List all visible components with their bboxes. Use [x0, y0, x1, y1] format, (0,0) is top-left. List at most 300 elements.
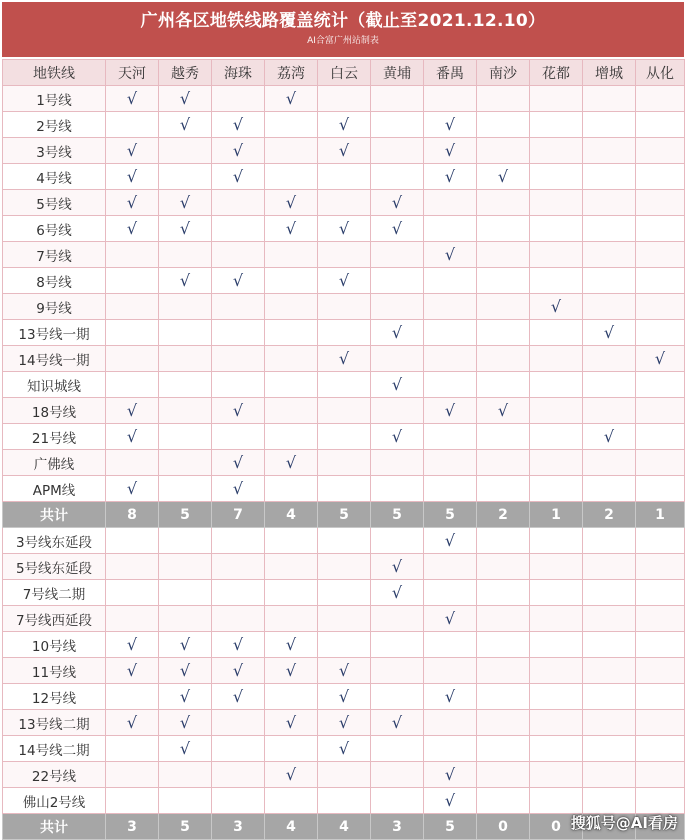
- coverage-cell: [477, 242, 530, 268]
- coverage-cell: [636, 372, 685, 398]
- table-row: [3, 242, 685, 268]
- check-mark-icon: √: [232, 479, 244, 498]
- coverage-cell: [318, 684, 371, 710]
- coverage-cell: [424, 190, 477, 216]
- coverage-cell: [530, 346, 583, 372]
- line-name: APM线: [3, 476, 106, 502]
- check-mark-icon: √: [444, 401, 456, 420]
- check-mark-icon: √: [232, 115, 244, 134]
- coverage-cell: [265, 554, 318, 580]
- check-mark-icon: √: [338, 713, 350, 732]
- coverage-cell: [371, 684, 424, 710]
- coverage-cell: [583, 554, 636, 580]
- table-header-row: [3, 60, 685, 86]
- coverage-cell: [371, 606, 424, 632]
- coverage-cell: [636, 346, 685, 372]
- check-mark-icon: √: [444, 531, 456, 550]
- coverage-cell: [583, 216, 636, 242]
- check-mark-icon: √: [444, 765, 456, 784]
- coverage-cell: [424, 112, 477, 138]
- coverage-cell: [424, 320, 477, 346]
- line-name: 11号线: [3, 658, 106, 684]
- coverage-cell: [265, 112, 318, 138]
- total-value: 3: [106, 814, 159, 840]
- table-row: [3, 398, 685, 424]
- table-row: [3, 372, 685, 398]
- check-mark-icon: √: [285, 453, 297, 472]
- header-district: 增城: [583, 60, 636, 86]
- coverage-cell: [318, 606, 371, 632]
- coverage-cell: [583, 242, 636, 268]
- coverage-cell: [106, 736, 159, 762]
- coverage-cell: [583, 710, 636, 736]
- coverage-cell: [318, 242, 371, 268]
- coverage-cell: [636, 86, 685, 112]
- coverage-cell: [530, 450, 583, 476]
- line-name: 7号线二期: [3, 580, 106, 606]
- check-mark-icon: √: [232, 687, 244, 706]
- check-mark-icon: √: [338, 219, 350, 238]
- coverage-cell: [530, 684, 583, 710]
- coverage-cell: [530, 710, 583, 736]
- coverage-cell: [265, 190, 318, 216]
- coverage-cell: [530, 632, 583, 658]
- coverage-cell: [318, 268, 371, 294]
- coverage-cell: [530, 736, 583, 762]
- table-row: [3, 554, 685, 580]
- coverage-cell: [212, 216, 265, 242]
- coverage-cell: [371, 346, 424, 372]
- coverage-cell: [371, 190, 424, 216]
- header-district: 越秀: [159, 60, 212, 86]
- check-mark-icon: √: [126, 661, 138, 680]
- check-mark-icon: √: [391, 427, 403, 446]
- coverage-cell: [106, 320, 159, 346]
- coverage-cell: [212, 346, 265, 372]
- line-name: 3号线: [3, 138, 106, 164]
- line-name: 9号线: [3, 294, 106, 320]
- coverage-cell: [212, 528, 265, 554]
- coverage-cell: [424, 632, 477, 658]
- line-name: 知识城线: [3, 372, 106, 398]
- check-mark-icon: √: [232, 635, 244, 654]
- line-name: 13号线一期: [3, 320, 106, 346]
- header-district: 从化: [636, 60, 685, 86]
- total-label: 共计: [3, 814, 106, 840]
- total-row: [3, 502, 685, 528]
- coverage-cell: [106, 190, 159, 216]
- coverage-cell: [371, 736, 424, 762]
- line-name: 7号线: [3, 242, 106, 268]
- coverage-cell: [106, 554, 159, 580]
- line-name: 5号线东延段: [3, 554, 106, 580]
- coverage-cell: [530, 398, 583, 424]
- check-mark-icon: √: [444, 167, 456, 186]
- line-name: 14号线一期: [3, 346, 106, 372]
- check-mark-icon: √: [338, 687, 350, 706]
- coverage-cell: [318, 86, 371, 112]
- coverage-cell: [424, 788, 477, 814]
- check-mark-icon: √: [391, 323, 403, 342]
- coverage-cell: [159, 476, 212, 502]
- table-row: [3, 736, 685, 762]
- check-mark-icon: √: [444, 791, 456, 810]
- check-mark-icon: √: [391, 713, 403, 732]
- check-mark-icon: √: [126, 141, 138, 160]
- coverage-cell: [530, 788, 583, 814]
- coverage-cell: [371, 632, 424, 658]
- total-value: 4: [265, 502, 318, 528]
- coverage-cell: [212, 788, 265, 814]
- coverage-cell: [636, 684, 685, 710]
- coverage-cell: [371, 294, 424, 320]
- coverage-cell: [371, 528, 424, 554]
- line-name: 18号线: [3, 398, 106, 424]
- check-mark-icon: √: [444, 245, 456, 264]
- coverage-cell: [212, 112, 265, 138]
- total-value: 4: [265, 814, 318, 840]
- coverage-cell: [159, 788, 212, 814]
- coverage-cell: [636, 476, 685, 502]
- table-row: [3, 86, 685, 112]
- check-mark-icon: √: [232, 453, 244, 472]
- line-name: 6号线: [3, 216, 106, 242]
- coverage-cell: [636, 606, 685, 632]
- coverage-cell: [106, 216, 159, 242]
- table-row: [3, 294, 685, 320]
- coverage-cell: [212, 294, 265, 320]
- table-row: [3, 476, 685, 502]
- coverage-cell: [583, 788, 636, 814]
- coverage-cell: [530, 112, 583, 138]
- coverage-cell: [371, 138, 424, 164]
- coverage-cell: [212, 710, 265, 736]
- check-mark-icon: √: [444, 141, 456, 160]
- coverage-cell: [424, 216, 477, 242]
- coverage-cell: [265, 658, 318, 684]
- coverage-cell: [106, 164, 159, 190]
- line-name: 5号线: [3, 190, 106, 216]
- coverage-cell: [318, 554, 371, 580]
- coverage-cell: [477, 320, 530, 346]
- coverage-cell: [318, 788, 371, 814]
- coverage-cell: [265, 528, 318, 554]
- coverage-cell: [106, 268, 159, 294]
- table-body: [3, 86, 685, 840]
- coverage-cell: [583, 580, 636, 606]
- coverage-cell: [477, 476, 530, 502]
- check-mark-icon: √: [603, 427, 615, 446]
- coverage-cell: [265, 788, 318, 814]
- coverage-cell: [159, 528, 212, 554]
- coverage-cell: [424, 86, 477, 112]
- coverage-cell: [318, 190, 371, 216]
- coverage-cell: [477, 86, 530, 112]
- coverage-cell: [477, 398, 530, 424]
- header-district: 南沙: [477, 60, 530, 86]
- coverage-cell: [318, 372, 371, 398]
- coverage-cell: [318, 528, 371, 554]
- coverage-cell: [212, 372, 265, 398]
- coverage-cell: [318, 580, 371, 606]
- coverage-cell: [371, 762, 424, 788]
- coverage-cell: [265, 398, 318, 424]
- check-mark-icon: √: [179, 687, 191, 706]
- coverage-cell: [371, 450, 424, 476]
- coverage-cell: [424, 762, 477, 788]
- coverage-cell: [371, 710, 424, 736]
- check-mark-icon: √: [285, 661, 297, 680]
- coverage-cell: [477, 450, 530, 476]
- check-mark-icon: √: [285, 193, 297, 212]
- coverage-cell: [636, 138, 685, 164]
- table-row: [3, 606, 685, 632]
- coverage-cell: [477, 346, 530, 372]
- coverage-cell: [583, 190, 636, 216]
- coverage-cell: [636, 632, 685, 658]
- coverage-cell: [159, 320, 212, 346]
- coverage-cell: [530, 580, 583, 606]
- coverage-cell: [636, 554, 685, 580]
- check-mark-icon: √: [338, 739, 350, 758]
- coverage-cell: [424, 710, 477, 736]
- line-name: 22号线: [3, 762, 106, 788]
- table-row: [3, 164, 685, 190]
- coverage-cell: [530, 268, 583, 294]
- coverage-cell: [318, 762, 371, 788]
- check-mark-icon: √: [179, 219, 191, 238]
- check-mark-icon: √: [444, 115, 456, 134]
- coverage-cell: [371, 320, 424, 346]
- coverage-cell: [583, 86, 636, 112]
- table-row: [3, 580, 685, 606]
- coverage-cell: [106, 762, 159, 788]
- coverage-cell: [106, 424, 159, 450]
- coverage-cell: [424, 450, 477, 476]
- coverage-cell: [159, 346, 212, 372]
- coverage-cell: [477, 138, 530, 164]
- coverage-cell: [106, 346, 159, 372]
- coverage-cell: [371, 424, 424, 450]
- coverage-cell: [212, 268, 265, 294]
- check-mark-icon: √: [338, 349, 350, 368]
- coverage-cell: [636, 528, 685, 554]
- coverage-cell: [530, 320, 583, 346]
- coverage-cell: [265, 346, 318, 372]
- coverage-cell: [477, 736, 530, 762]
- check-mark-icon: √: [232, 401, 244, 420]
- check-mark-icon: √: [126, 401, 138, 420]
- coverage-cell: [371, 580, 424, 606]
- coverage-cell: [636, 320, 685, 346]
- total-value: 5: [159, 814, 212, 840]
- coverage-cell: [371, 268, 424, 294]
- line-name: 7号线西延段: [3, 606, 106, 632]
- coverage-cell: [318, 138, 371, 164]
- coverage-cell: [477, 164, 530, 190]
- check-mark-icon: √: [497, 401, 509, 420]
- coverage-cell: [106, 294, 159, 320]
- check-mark-icon: √: [232, 141, 244, 160]
- coverage-cell: [583, 294, 636, 320]
- coverage-cell: [424, 528, 477, 554]
- coverage-cell: [106, 138, 159, 164]
- check-mark-icon: √: [285, 713, 297, 732]
- coverage-cell: [583, 684, 636, 710]
- coverage-cell: [159, 242, 212, 268]
- total-label: 共计: [3, 502, 106, 528]
- coverage-cell: [583, 450, 636, 476]
- coverage-cell: [583, 372, 636, 398]
- coverage-cell: [212, 658, 265, 684]
- total-value: 3: [212, 814, 265, 840]
- coverage-cell: [265, 580, 318, 606]
- total-value: 5: [318, 502, 371, 528]
- coverage-cell: [583, 762, 636, 788]
- coverage-cell: [371, 112, 424, 138]
- coverage-cell: [106, 580, 159, 606]
- coverage-cell: [477, 294, 530, 320]
- check-mark-icon: √: [338, 661, 350, 680]
- line-name: 广佛线: [3, 450, 106, 476]
- coverage-cell: [530, 372, 583, 398]
- total-value: 7: [212, 502, 265, 528]
- check-mark-icon: √: [126, 219, 138, 238]
- coverage-table: [2, 59, 685, 840]
- total-value: 2: [477, 502, 530, 528]
- check-mark-icon: √: [232, 167, 244, 186]
- coverage-cell: [159, 762, 212, 788]
- coverage-cell: [477, 788, 530, 814]
- coverage-cell: [159, 736, 212, 762]
- check-mark-icon: √: [391, 219, 403, 238]
- total-value: 5: [424, 502, 477, 528]
- check-mark-icon: √: [338, 271, 350, 290]
- coverage-cell: [106, 684, 159, 710]
- check-mark-icon: √: [179, 89, 191, 108]
- coverage-cell: [106, 710, 159, 736]
- coverage-cell: [265, 372, 318, 398]
- coverage-cell: [530, 164, 583, 190]
- line-name: 2号线: [3, 112, 106, 138]
- coverage-cell: [477, 658, 530, 684]
- check-mark-icon: √: [126, 193, 138, 212]
- coverage-cell: [212, 476, 265, 502]
- line-name: 1号线: [3, 86, 106, 112]
- coverage-cell: [636, 788, 685, 814]
- check-mark-icon: √: [126, 427, 138, 446]
- coverage-cell: [265, 294, 318, 320]
- coverage-cell: [583, 736, 636, 762]
- line-name: 12号线: [3, 684, 106, 710]
- coverage-cell: [106, 632, 159, 658]
- coverage-cell: [318, 112, 371, 138]
- check-mark-icon: √: [126, 713, 138, 732]
- coverage-cell: [583, 476, 636, 502]
- coverage-cell: [159, 268, 212, 294]
- table-row: [3, 320, 685, 346]
- line-name: 4号线: [3, 164, 106, 190]
- coverage-cell: [106, 86, 159, 112]
- coverage-cell: [530, 762, 583, 788]
- coverage-cell: [371, 216, 424, 242]
- header-district: 花都: [530, 60, 583, 86]
- check-mark-icon: √: [232, 271, 244, 290]
- coverage-cell: [265, 242, 318, 268]
- coverage-cell: [636, 450, 685, 476]
- header-district: 荔湾: [265, 60, 318, 86]
- coverage-cell: [424, 398, 477, 424]
- coverage-cell: [159, 138, 212, 164]
- table-row: [3, 268, 685, 294]
- coverage-cell: [371, 164, 424, 190]
- coverage-cell: [318, 476, 371, 502]
- header-district: 黄埔: [371, 60, 424, 86]
- coverage-cell: [318, 736, 371, 762]
- coverage-cell: [636, 580, 685, 606]
- coverage-cell: [159, 580, 212, 606]
- coverage-cell: [636, 294, 685, 320]
- check-mark-icon: √: [232, 661, 244, 680]
- table-row: [3, 658, 685, 684]
- check-mark-icon: √: [391, 193, 403, 212]
- coverage-cell: [212, 138, 265, 164]
- coverage-cell: [265, 450, 318, 476]
- coverage-cell: [265, 632, 318, 658]
- line-name: 21号线: [3, 424, 106, 450]
- coverage-cell: [424, 554, 477, 580]
- check-mark-icon: √: [285, 89, 297, 108]
- total-value: 0: [530, 814, 583, 840]
- total-value: 1: [530, 502, 583, 528]
- coverage-cell: [212, 632, 265, 658]
- total-value: 2: [583, 502, 636, 528]
- coverage-cell: [106, 112, 159, 138]
- coverage-cell: [583, 112, 636, 138]
- table-row: [3, 216, 685, 242]
- coverage-cell: [583, 632, 636, 658]
- coverage-cell: [477, 190, 530, 216]
- coverage-cell: [159, 112, 212, 138]
- coverage-cell: [636, 424, 685, 450]
- check-mark-icon: √: [179, 115, 191, 134]
- coverage-cell: [583, 268, 636, 294]
- table-row: [3, 138, 685, 164]
- coverage-cell: [530, 424, 583, 450]
- coverage-cell: [583, 320, 636, 346]
- check-mark-icon: √: [179, 661, 191, 680]
- check-mark-icon: √: [126, 167, 138, 186]
- coverage-cell: [371, 242, 424, 268]
- coverage-cell: [530, 216, 583, 242]
- coverage-cell: [159, 424, 212, 450]
- check-mark-icon: √: [391, 375, 403, 394]
- coverage-cell: [424, 294, 477, 320]
- coverage-cell: [424, 268, 477, 294]
- coverage-cell: [530, 190, 583, 216]
- coverage-cell: [318, 398, 371, 424]
- coverage-cell: [424, 346, 477, 372]
- check-mark-icon: √: [179, 271, 191, 290]
- coverage-cell: [212, 554, 265, 580]
- coverage-cell: [106, 528, 159, 554]
- coverage-cell: [212, 580, 265, 606]
- coverage-cell: [424, 424, 477, 450]
- coverage-cell: [424, 736, 477, 762]
- coverage-cell: [106, 398, 159, 424]
- coverage-cell: [636, 398, 685, 424]
- coverage-cell: [583, 164, 636, 190]
